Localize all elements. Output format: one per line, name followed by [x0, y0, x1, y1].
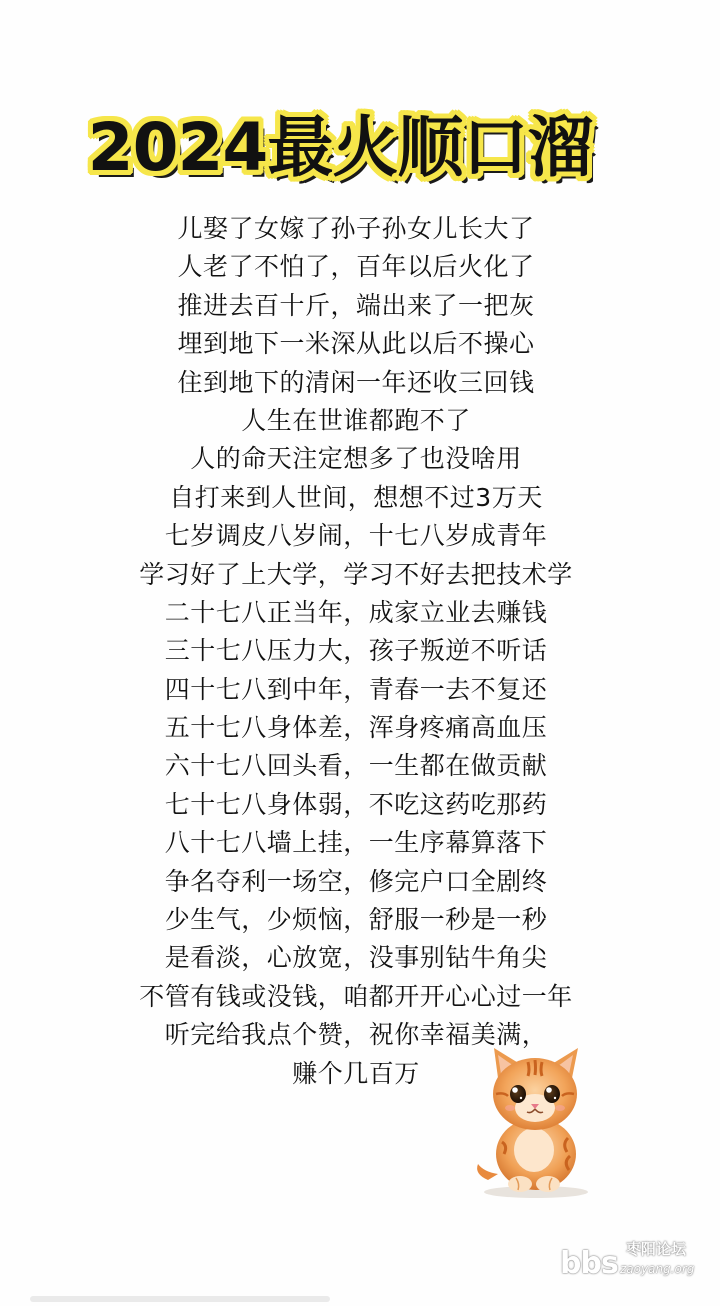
- poem-line: 是看淡，心放宽，没事别钻牛角尖: [164, 943, 548, 973]
- poem-line: 少生气，少烦恼，舒服一秒是一秒: [164, 905, 548, 935]
- poem-line: 自打来到人世间，想想不过3万天: [169, 482, 543, 512]
- cat-icon: [468, 1042, 598, 1202]
- poem-line: 人的命天注定想多了也没啥用: [190, 444, 522, 474]
- poem-lines: [0, 210, 712, 1093]
- poem-line: 不管有钱或没钱，咱都开开心心过一年: [139, 981, 573, 1011]
- poem-line: 推进去百十斤，端出来了一把灰: [177, 290, 535, 320]
- poem-line: 住到地下的清闲一年还收三回钱: [177, 367, 535, 397]
- poem-line: 三十七八压力大，孩子叛逆不听话: [164, 636, 548, 666]
- bottom-indicator: [30, 1296, 330, 1302]
- watermark: [560, 1238, 710, 1288]
- poem-line: 听完给我点个赞，祝你幸福美满，: [164, 1020, 548, 1050]
- poem-line: 五十七八身体差，浑身疼痛高血压: [164, 713, 548, 743]
- poem-line: 七十七八身体弱，不吃这药吃那药: [164, 789, 548, 819]
- poem-line: 六十七八回头看，一生都在做贡献: [164, 751, 548, 781]
- poem-line: 争名夺利一场空，修完户口全剧终: [164, 866, 548, 896]
- watermark-domain: zaoyang.org: [620, 1262, 695, 1276]
- poem-line: 二十七八正当年，成家立业去赚钱: [164, 597, 548, 627]
- poem-line: 人生在世谁都跑不了: [241, 405, 471, 435]
- poem-line: 学习好了上大学，学习不好去把技术学: [139, 559, 573, 589]
- poem-line: 儿娶了女嫁了孙子孙女儿长大了: [177, 214, 535, 243]
- poem-line: 赚个几百万: [292, 1058, 420, 1088]
- watermark-name: 枣阳论坛: [626, 1240, 687, 1258]
- poem-line: 人老了不怕了，百年以后火化了: [177, 252, 535, 282]
- poem-line: 四十七八到中年，青春一去不复还: [164, 674, 548, 704]
- page-title: 2024最火顺口溜: [87, 109, 593, 186]
- poem-line: 七岁调皮八岁闹，十七八岁成青年: [164, 521, 548, 551]
- poem-line: 八十七八墙上挂，一生序幕算落下: [164, 828, 548, 858]
- poem-line: 埋到地下一米深从此以后不操心: [177, 329, 535, 359]
- watermark-bbs: bbs: [560, 1246, 618, 1281]
